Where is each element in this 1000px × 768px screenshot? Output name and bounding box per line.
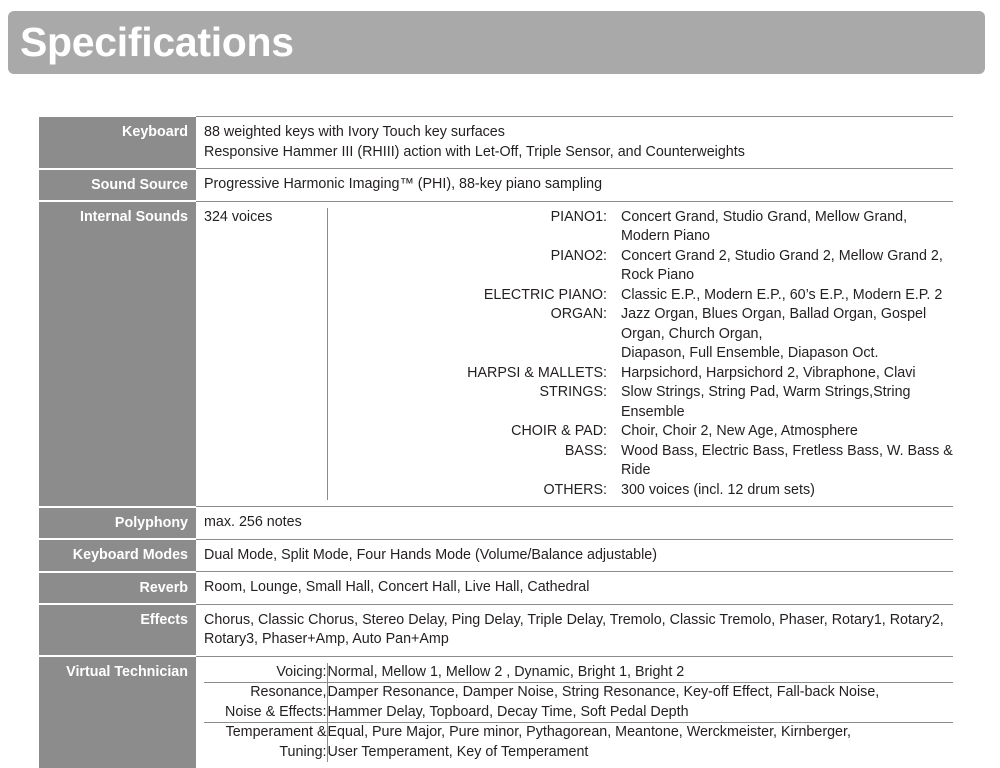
voice-category: ELECTRIC PIANO: Classic E.P., Modern E.P., 60’s E.P., Modern E.P. 2 <box>483 286 943 303</box>
vt-item-label: Voicing: <box>204 663 327 683</box>
vt-item <box>204 683 953 723</box>
spec-row-sound-source <box>39 169 953 202</box>
voice-category: STRINGS: Slow Strings, String Pad, Warm Strings,String Ensemble <box>539 384 911 420</box>
voice-category: PIANO2: Concert Grand 2, Studio Grand 2, Mellow Grand 2, Rock Piano <box>550 247 943 283</box>
voice-category: HARPSI & MALLETS: Harpsichord, Harpsichord 2, Vibraphone, Clavi <box>467 364 916 381</box>
spec-line: Chorus, Classic Chorus, Stereo Delay, Ping Delay, Triple Delay, Tremolo, Classic Tremolo, Phaser, Rotary1, Rotary2, <box>204 611 944 628</box>
spec-label: Keyboard Modes <box>39 539 196 572</box>
spec-row-keyboard-modes <box>39 539 953 572</box>
spec-label: Internal Sounds <box>39 201 196 507</box>
spec-value <box>196 604 953 656</box>
spec-line: Rotary3, Phaser+Amp, Auto Pan+Amp <box>204 631 449 647</box>
vt-item-label: Temperament & Tuning: <box>204 723 327 763</box>
spec-value <box>196 117 953 169</box>
spec-row-internal-sounds <box>39 201 953 507</box>
spec-value <box>196 201 953 507</box>
vt-item-value: Normal, Mellow 1, Mellow 2 , Dynamic, Bright 1, Bright 2 <box>327 663 685 680</box>
spec-label: Polyphony <box>39 507 196 540</box>
virtual-technician-subtable <box>204 663 953 763</box>
internal-sounds-subtable <box>204 208 953 501</box>
spec-value: Dual Mode, Split Mode, Four Hands Mode (Volume/Balance adjustable) <box>196 539 953 572</box>
voice-category-list <box>328 208 953 501</box>
spec-line: 88 weighted keys with Ivory Touch key surfaces <box>204 124 505 140</box>
voice-category: ORGAN: Jazz Organ, Blues Organ, Ballad Organ, Gospel Organ, Church Organ, <box>550 306 927 342</box>
spec-row-effects <box>39 604 953 656</box>
vt-item-label: Resonance, Noise & Effects: <box>204 683 327 723</box>
spec-row-reverb <box>39 572 953 605</box>
voice-count: 324 voices <box>204 208 328 501</box>
title-banner <box>8 11 985 74</box>
voice-category: OTHERS: 300 voices (incl. 12 drum sets) <box>543 481 815 498</box>
vt-item-value: Equal, Pure Major, Pure minor, Pythagorean, Meantone, Werckmeister, Kirnberger, User Temperament, Key of Temperament <box>327 723 953 763</box>
spec-value: Room, Lounge, Small Hall, Concert Hall, Live Hall, Cathedral <box>196 572 953 605</box>
spec-line: Responsive Hammer III (RHIII) action with Let-Off, Triple Sensor, and Counterweights <box>204 143 745 160</box>
page-title: Specifications <box>20 19 294 65</box>
spec-label: Reverb <box>39 572 196 605</box>
specifications-table <box>39 116 953 768</box>
spec-label: Sound Source <box>39 169 196 202</box>
voice-category: PIANO1: Concert Grand, Studio Grand, Mellow Grand, Modern Piano <box>550 208 908 244</box>
spec-row-keyboard <box>39 117 953 169</box>
spec-row-polyphony <box>39 507 953 540</box>
spec-value: Progressive Harmonic Imaging™ (PHI), 88-key piano sampling <box>196 169 953 202</box>
spec-label: Keyboard <box>39 117 196 169</box>
voice-category: CHOIR & PAD: Choir, Choir 2, New Age, Atmosphere <box>511 423 858 439</box>
voice-category-continued: Diapason, Full Ensemble, Diapason Oct. <box>621 345 879 361</box>
spec-value: max. 256 notes <box>196 507 953 540</box>
vt-item <box>204 723 953 763</box>
voice-category: BASS: Wood Bass, Electric Bass, Fretless Bass, W. Bass & Ride <box>564 442 953 478</box>
spec-label: Virtual Technician <box>39 656 196 768</box>
vt-item-value: Damper Resonance, Damper Noise, String Resonance, Key-off Effect, Fall-back Noise, Hammer Delay, Topboard, Decay Time, Soft Pedal Depth <box>327 683 953 723</box>
spec-label: Effects <box>39 604 196 656</box>
